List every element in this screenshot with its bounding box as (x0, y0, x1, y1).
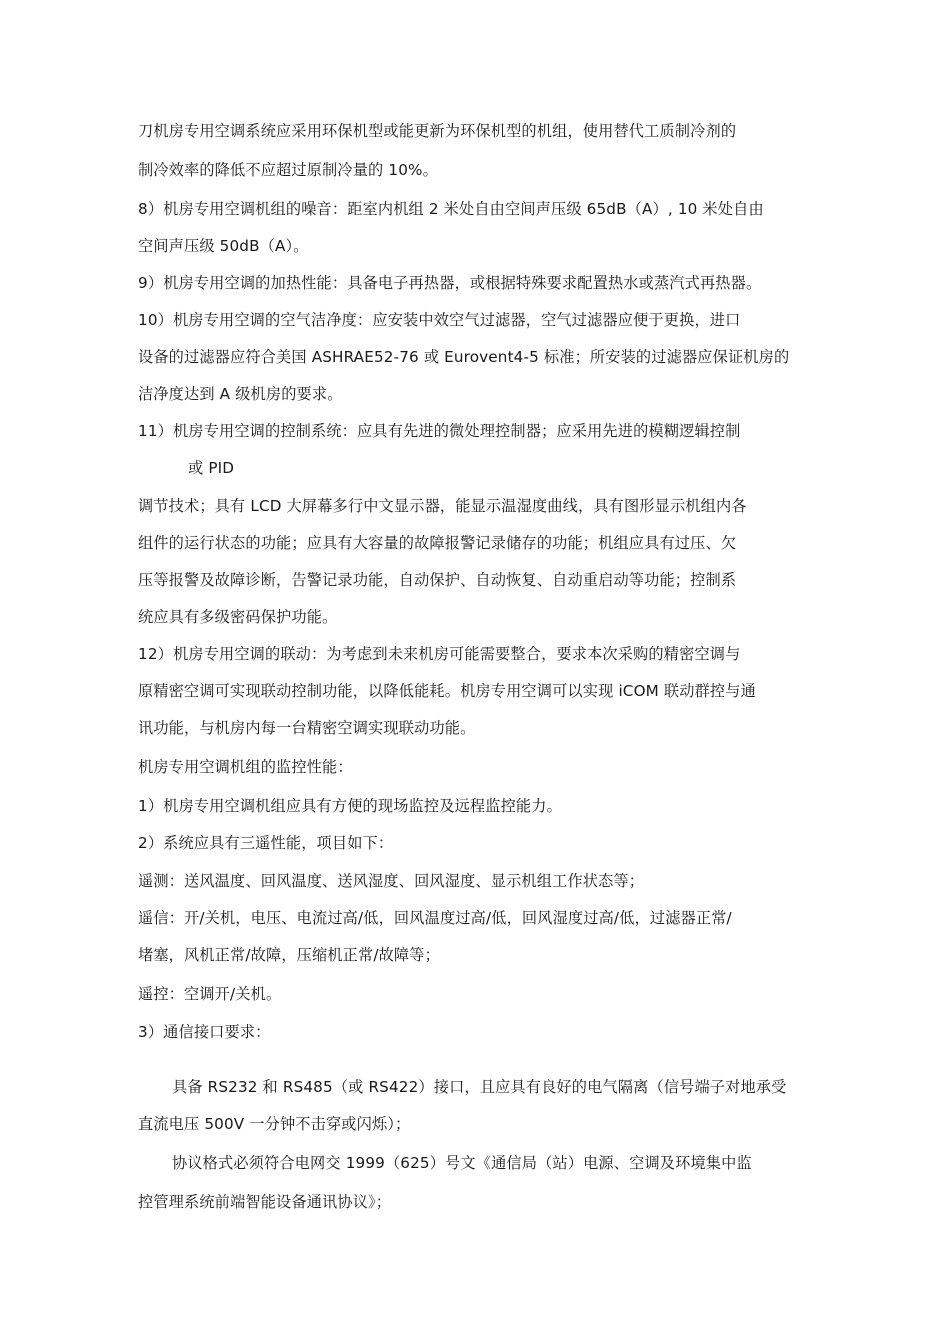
text-line: 控管理系统前端智能设备通讯协议》； (138, 1193, 392, 1211)
text-line: 直流电压 500V 一分钟不击穿或闪烁）； (138, 1115, 411, 1133)
text-line: 8）机房专用空调机组的噪音：距室内机组 2 米处自由空间声压级 65dB（A）, 10 米处自由 (138, 200, 764, 218)
text-line: 遥测：送风温度、回风温度、送风湿度、回风湿度、显示机组工作状态等； (138, 872, 645, 890)
text-line: 11）机房专用空调的控制系统：应具有先进的微处理控制器；应采用先进的模糊逻辑控制 (138, 422, 741, 440)
text-line: 讯功能，与机房内每一台精密空调实现联动功能。 (138, 719, 476, 737)
text-line: 3）通信接口要求： (138, 1023, 271, 1041)
text-line: 1）机房专用空调机组应具有方便的现场监控及远程监控能力。 (138, 797, 562, 815)
text-line: 遥信：开/关机，电压、电流过高/低，回风温度过高/低，回风湿度过高/低，过滤器正常/ (138, 909, 732, 927)
text-line: 12）机房专用空调的联动：为考虑到未来机房可能需要整合，要求本次采购的精密空调与 (138, 645, 741, 663)
text-line: 洁净度达到 A 级机房的要求。 (138, 385, 343, 403)
text-line: 组件的运行状态的功能；应具有大容量的故障报警记录储存的功能；机组应具有过压、欠 (138, 534, 737, 552)
text-line: 2）系统应具有三遥性能，项目如下： (138, 834, 394, 852)
text-line: 压等报警及故障诊断，告警记录功能，自动保护、自动恢复、自动重启动等功能；控制系 (138, 571, 737, 589)
text-line: 刀机房专用空调系统应采用环保机型或能更新为环保机型的机组，使用替代工质制冷剂的 (138, 122, 737, 140)
text-line: 原精密空调可实现联动控制功能，以降低能耗。机房专用空调可以实现 iCOM 联动群控与通 (138, 682, 756, 700)
text-line: 或 PID (188, 459, 235, 477)
text-line: 遥控：空调开/关机。 (138, 985, 282, 1003)
text-line: 统应具有多级密码保护功能。 (138, 608, 338, 626)
text-line: 堵塞，风机正常/故障，压缩机正常/故障等； (138, 946, 440, 964)
text-line: 9）机房专用空调的加热性能：具备电子再热器，或根据特殊要求配置热水或蒸汽式再热器。 (138, 274, 762, 292)
text-line: 协议格式必须符合电网交 1999（625）号文《通信局（站）电源、空调及环境集中监 (172, 1154, 752, 1172)
text-line: 制冷效率的降低不应超过原制冷量的 10%。 (138, 161, 438, 179)
text-line: 具备 RS232 和 RS485（或 RS422）接口，且应具有良好的电气隔离（信号端子对地承受 (172, 1078, 787, 1096)
text-line: 空间声压级 50dB（A）。 (138, 237, 309, 255)
text-line: 设备的过滤器应符合美国 ASHRAE52-76 或 Eurovent4-5 标准；所安装的过滤器应保证机房的 (138, 348, 790, 366)
text-line: 机房专用空调机组的监控性能： (138, 758, 353, 776)
text-line: 调节技术；具有 LCD 大屏幕多行中文显示器，能显示温湿度曲线，具有图形显示机组内各 (138, 497, 747, 515)
text-line: 10）机房专用空调的空气洁净度：应安装中效空气过滤器，空气过滤器应便于更换，进口 (138, 311, 741, 329)
